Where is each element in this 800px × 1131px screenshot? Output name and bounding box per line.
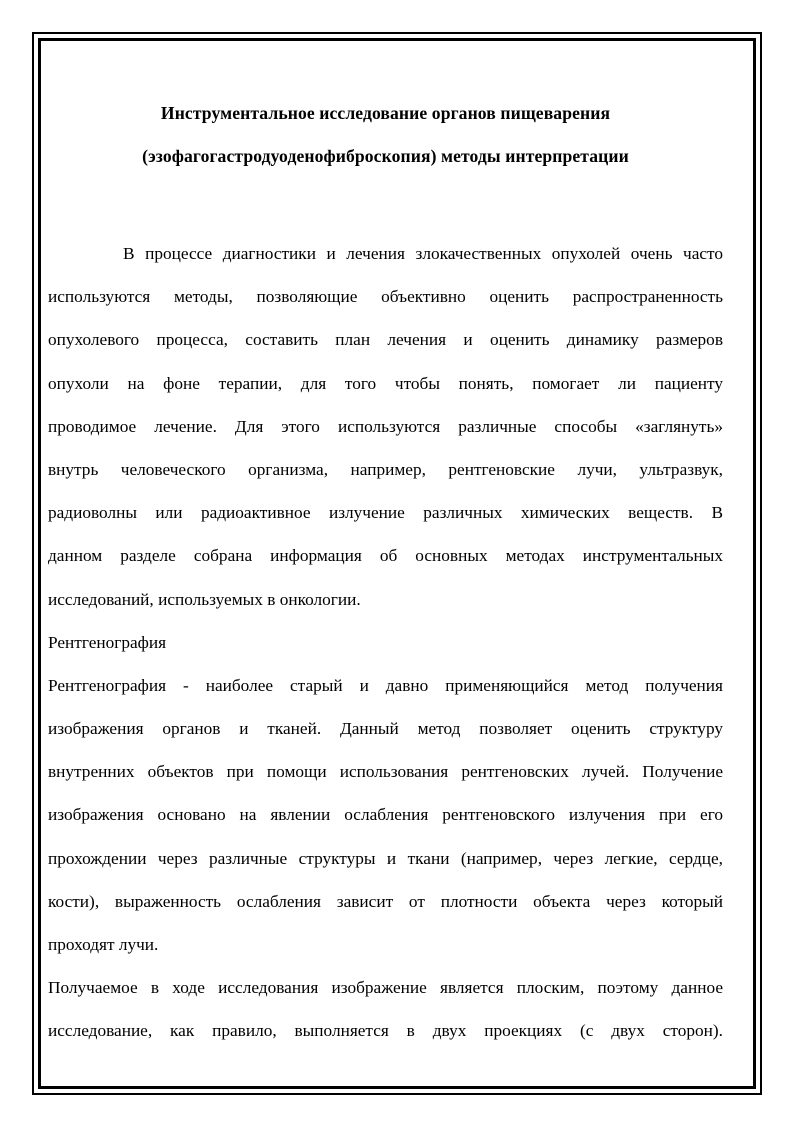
text-line: внутрь человеческого организма, например, рентгеновские лучи, ультразвук, — [48, 459, 723, 479]
text-line: В процессе диагностики и лечения злокачественных опухолей очень часто — [123, 244, 723, 263]
intro-paragraph — [48, 232, 723, 621]
final-paragraph — [48, 966, 723, 1052]
text-line: изображения органов и тканей. Данный метод позволяет оценить структуру — [48, 719, 723, 739]
text-line: исследование, как правило, выполняется в двух проекциях (с двух сторон). — [48, 1021, 723, 1041]
text-line: используются методы, позволяющие объективно оценить распространенность — [48, 287, 723, 307]
document-title — [48, 92, 723, 178]
text-line: данном разделе собрана информация об основных методах инструментальных — [48, 546, 723, 566]
text-line: проходят лучи. — [48, 935, 159, 954]
title-line-2: (эзофагогастродуоденофиброскопия) методы интерпретации — [142, 146, 629, 166]
text-line: кости), выраженность ослабления зависит от плотности объекта через который — [48, 891, 723, 911]
text-line: внутренних объектов при помощи использования рентгеновских лучей. Получение — [48, 762, 723, 782]
text-line: Получаемое в ходе исследования изображение является плоским, поэтому данное — [48, 978, 723, 998]
text-line: прохождении через различные структуры и ткани (например, через легкие, сердце, — [48, 848, 723, 868]
text-line: проводимое лечение. Для этого используются различные способы «заглянуть» — [48, 416, 723, 436]
section-paragraph — [48, 664, 723, 966]
text-line: опухолевого процесса, составить план лечения и оценить динамику размеров — [48, 330, 723, 350]
text-line: опухоли на фоне терапии, для того чтобы понять, помогает ли пациенту — [48, 373, 723, 393]
section-heading: Рентгенография — [48, 632, 167, 652]
text-line: изображения основано на явлении ослабления рентгеновского излучения при его — [48, 805, 723, 825]
text-line: исследований, используемых в онкологии. — [48, 589, 361, 609]
title-line-1: Инструментальное исследование органов пищеварения — [160, 103, 611, 123]
text-line: Рентгенография - наиболее старый и давно применяющийся метод получения — [48, 675, 723, 695]
document-body — [48, 92, 723, 1053]
text-line: радиоволны или радиоактивное излучение различных химических веществ. В — [48, 503, 723, 523]
